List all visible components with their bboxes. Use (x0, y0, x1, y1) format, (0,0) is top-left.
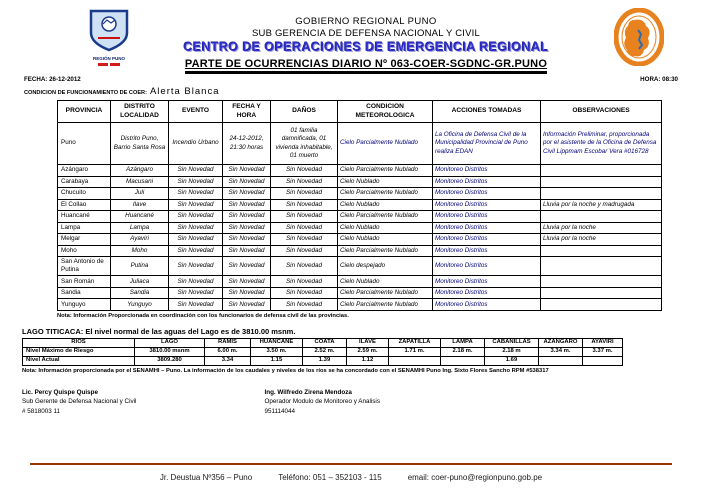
org-line-2: SUB GERENCIA DE DEFENSA NACIONAL Y CIVIL (252, 28, 480, 39)
cell-evento: Sin Novedad (169, 222, 223, 234)
cell-condicion: Cielo despejado (338, 257, 433, 276)
cell-distrito: Putina (111, 257, 169, 276)
condicion-row (0, 86, 702, 97)
lago-header-row (23, 338, 623, 347)
cell-provincia: Moho (58, 245, 111, 257)
lago-row-nivel-actual (23, 356, 623, 365)
cell-provincia: Puno (58, 123, 111, 165)
column-header-evento: EVENTO (169, 101, 223, 123)
lago-value: 1.39 (303, 356, 347, 365)
cell-danos: Sin Novedad (271, 165, 338, 177)
cell-observaciones (541, 257, 662, 276)
cell-acciones: Monitoreo Distritos (433, 165, 541, 177)
cell-acciones: Monitoreo Distritos (433, 245, 541, 257)
lago-column-zapatilla: ZAPATILLA (389, 338, 441, 347)
footer-divider (30, 463, 672, 465)
cell-observaciones: Lluvia por la noche (541, 222, 662, 234)
lago-value: 3810.00 msnm (135, 347, 205, 356)
lago-value (539, 356, 583, 365)
document-header (0, 0, 702, 72)
cell-provincia: Azángaro (58, 165, 111, 177)
cell-provincia: San Román (58, 276, 111, 288)
seal-oval-icon (614, 8, 664, 66)
cell-condicion: Cielo Parcialmente Nublado (338, 165, 433, 177)
lago-column-cabanillas: CABANILLAS (485, 338, 539, 347)
lago-row-label: Nivel Actual (23, 356, 135, 365)
cell-evento: Sin Novedad (169, 257, 223, 276)
cell-observaciones: Lluvia por la noche y madrugada (541, 199, 662, 211)
meta-row (0, 76, 702, 83)
cell-fecha: Sin Novedad (223, 245, 271, 257)
lago-value: 2.18 m (485, 347, 539, 356)
cell-fecha: Sin Novedad (223, 165, 271, 177)
lago-value: 1.15 (251, 356, 303, 365)
cell-observaciones (541, 211, 662, 223)
cell-acciones: Monitoreo Distritos (433, 188, 541, 200)
cell-observaciones (541, 299, 662, 311)
lago-value: 1.71 m. (389, 347, 441, 356)
signature-right (264, 388, 380, 416)
signature-right-name: Ing. Wilfredo Zirena Mendoza (264, 388, 352, 396)
cell-acciones: Monitoreo Distritos (433, 222, 541, 234)
signature-left-phone: # 5818003 11 (22, 407, 61, 415)
lago-value: 3.34 m. (539, 347, 583, 356)
column-header-distrito: DISTRITO LOCALIDAD (111, 101, 169, 123)
occurrence-row-chucuito (58, 188, 662, 200)
lago-column-ayaviri: AYAVIRI (583, 338, 623, 347)
cell-danos: Sin Novedad (271, 257, 338, 276)
lago-value: 3.50 m. (251, 347, 303, 356)
lago-value (389, 356, 441, 365)
cell-distrito: Sandia (111, 287, 169, 299)
cell-acciones: Monitoreo Distritos (433, 176, 541, 188)
cell-fecha: Sin Novedad (223, 199, 271, 211)
signature-right-role: Operador Modulo de Monitoreo y Analisis (264, 398, 380, 406)
lago-value: 3809.280 (135, 356, 205, 365)
hora-label: HORA: 08:30 (640, 76, 678, 83)
occurrence-row-carabaya (58, 176, 662, 188)
occurrence-row-el-collao (58, 199, 662, 211)
occurrences-table-header (58, 101, 662, 123)
lago-row-label: Nivel Máximo de Riesgo (23, 347, 135, 356)
cell-evento: Sin Novedad (169, 211, 223, 223)
crest-label: REGIÓN PUNO (92, 56, 125, 61)
cell-evento: Sin Novedad (169, 245, 223, 257)
lago-value: 3.37 m. (583, 347, 623, 356)
cell-evento: Sin Novedad (169, 287, 223, 299)
cell-provincia: Yunguyo (58, 299, 111, 311)
cell-fecha: 24-12-2012, 21:30 horas (223, 123, 271, 165)
gobierno-regional-seal-logo (614, 8, 664, 71)
cell-acciones: Monitoreo Distritos (433, 299, 541, 311)
cell-fecha: Sin Novedad (223, 222, 271, 234)
cell-distrito: Juli (111, 188, 169, 200)
footer-text (0, 473, 702, 482)
lago-table-body (23, 347, 623, 365)
cell-condicion: Cielo Parcialmente Nublado (338, 287, 433, 299)
cell-distrito: Lampa (111, 222, 169, 234)
column-header-acciones: ACCIONES TOMADAS (433, 101, 541, 123)
document-footer (0, 463, 702, 482)
condicion-value: Alerta Blanca (149, 86, 220, 97)
footer-phone: Teléfono: 051 – 352103 - 115 (278, 473, 382, 482)
signature-left (22, 388, 136, 416)
lago-column-lampa: LAMPA (441, 338, 485, 347)
document-title: PARTE DE OCURRENCIAS DIARIO Nº 063-COER-SGDNC-GR.PUNO (185, 58, 547, 74)
cell-danos: Sin Novedad (271, 287, 338, 299)
column-header-observaciones: OBSERVACIONES (541, 101, 662, 123)
cell-danos: 01 familia damnificada, 01 vivienda inhabitable, 01 muerto (271, 123, 338, 165)
cell-acciones: Monitoreo Distritos (433, 211, 541, 223)
lago-column-ramis: RAMIS (205, 338, 251, 347)
occurrence-row-huancané (58, 211, 662, 223)
cell-evento: Sin Novedad (169, 199, 223, 211)
lago-value: 1.69 (485, 356, 539, 365)
lago-column-rios: RIOS (23, 338, 135, 347)
cell-acciones: La Oficina de Defensa Civil de la Municipalidad Provincial de Puno realiza EDAN (433, 123, 541, 165)
cell-condicion: Cielo Parcialmente Nublado (338, 299, 433, 311)
cell-distrito: Azángaro (111, 165, 169, 177)
cell-provincia: Carabaya (58, 176, 111, 188)
cell-observaciones (541, 176, 662, 188)
cell-danos: Sin Novedad (271, 234, 338, 246)
cell-condicion: Cielo Nublado (338, 176, 433, 188)
cell-danos: Sin Novedad (271, 211, 338, 223)
cell-danos: Sin Novedad (271, 299, 338, 311)
footer-address: Jr. Deustua Nº356 – Puno (159, 473, 253, 482)
cell-distrito: Ilave (111, 199, 169, 211)
cell-provincia: Chucuito (58, 188, 111, 200)
lago-column-azangaro: AZANGARO (539, 338, 583, 347)
cell-condicion: Cielo Parcialmente Nublado (338, 211, 433, 223)
cell-evento: Sin Novedad (169, 165, 223, 177)
cell-distrito: Macusani (111, 176, 169, 188)
cell-provincia: El Collao (58, 199, 111, 211)
crest-shield-icon (88, 8, 130, 52)
cell-acciones: Monitoreo Distritos (433, 234, 541, 246)
cell-distrito: Moho (111, 245, 169, 257)
lago-value: 2.59 m. (347, 347, 389, 356)
cell-fecha: Sin Novedad (223, 287, 271, 299)
cell-evento: Sin Novedad (169, 299, 223, 311)
cell-danos: Sin Novedad (271, 245, 338, 257)
cell-fecha: Sin Novedad (223, 188, 271, 200)
cell-danos: Sin Novedad (271, 176, 338, 188)
cell-acciones: Monitoreo Distritos (433, 287, 541, 299)
occurrence-row-san-antonio-de-putina (58, 257, 662, 276)
occurrences-header-row (58, 101, 662, 123)
lago-row-nivel-máximo-de-riesgo (23, 347, 623, 356)
cell-condicion: Cielo Nublado (338, 222, 433, 234)
cell-provincia: Melgar (58, 234, 111, 246)
cell-danos: Sin Novedad (271, 276, 338, 288)
cell-observaciones (541, 188, 662, 200)
cell-observaciones (541, 245, 662, 257)
lago-column-huancane: HUANCANE (251, 338, 303, 347)
occurrence-row-moho (58, 245, 662, 257)
lago-titicaca-table (22, 338, 623, 366)
cell-distrito: Huancané (111, 211, 169, 223)
cell-fecha: Sin Novedad (223, 299, 271, 311)
cell-danos: Sin Novedad (271, 188, 338, 200)
occurrence-row-azángaro (58, 165, 662, 177)
cell-condicion: Cielo Parcialmente Nublado (338, 188, 433, 200)
org-line-3-wordart: CENTRO DE OPERACIONES DE EMERGENCIA REGIONAL (183, 40, 549, 54)
lago-value: 3.34 (205, 356, 251, 365)
cell-distrito: Distrito Puno, Barrio Santa Rosa (111, 123, 169, 165)
fecha-label: FECHA: 26-12-2012 (24, 76, 81, 83)
cell-fecha: Sin Novedad (223, 234, 271, 246)
signature-left-role: Sub Gerente de Defensa Nacional y Civil (22, 398, 137, 406)
cell-provincia: Sandia (58, 287, 111, 299)
cell-fecha: Sin Novedad (223, 211, 271, 223)
lago-value (583, 356, 623, 365)
cell-distrito: Ayaviri (111, 234, 169, 246)
column-header-condicion: CONDICION METEOROLOGICA (338, 101, 433, 123)
lago-value (441, 356, 485, 365)
cell-evento: Sin Novedad (169, 176, 223, 188)
cell-evento: Sin Novedad (169, 234, 223, 246)
cell-fecha: Sin Novedad (223, 257, 271, 276)
occurrence-row-san-román (58, 276, 662, 288)
occurrence-row-puno (58, 123, 662, 165)
occurrence-row-yunguyo (58, 299, 662, 311)
lago-value: 2.18 m. (441, 347, 485, 356)
cell-evento: Sin Novedad (169, 188, 223, 200)
cell-fecha: Sin Novedad (223, 176, 271, 188)
signatures-block (22, 388, 702, 416)
column-header-provincia: PROVINCIA (58, 101, 111, 123)
footer-email[interactable]: email: coer-puno@regionpuno.gob.pe (407, 473, 543, 482)
lago-column-coata: COATA (303, 338, 347, 347)
lago-value: 2.52 m. (303, 347, 347, 356)
cell-observaciones (541, 287, 662, 299)
nota-senamhi: Nota: Información proporcionada por el SENAMHI – Puno. La información de los caudales y niveles de los ríos se ha concordado con el SENAMHI Puno Ing. Sixto Flores Sancho RPM #538317 (22, 367, 549, 374)
header-title-block (140, 16, 592, 74)
cell-acciones: Monitoreo Distritos (433, 257, 541, 276)
cell-provincia: Huancané (58, 211, 111, 223)
condicion-label: CONDICION DE FUNCIONAMIENTO DE COER: (24, 90, 147, 96)
lago-table-header (23, 338, 623, 347)
org-line-1: GOBIERNO REGIONAL PUNO (295, 16, 437, 27)
cell-observaciones (541, 165, 662, 177)
lago-value: 6.00 m. (205, 347, 251, 356)
signature-left-name: Lic. Percy Quispe Quispe (22, 388, 98, 396)
column-header-danos: DAÑOS (271, 101, 338, 123)
cell-observaciones (541, 276, 662, 288)
lago-column-ilave: ILAVE (347, 338, 389, 347)
lago-titicaca-heading: LAGO TITICACA: El nivel normal de las aguas del Lago es de 3810.00 msnm. (22, 326, 296, 336)
cell-provincia: San Antonio de Putina (58, 257, 111, 276)
signature-right-phone: 951114044 (264, 407, 296, 415)
occurrence-row-lampa (58, 222, 662, 234)
cell-provincia: Lampa (58, 222, 111, 234)
column-header-fecha: FECHA Y HORA (223, 101, 271, 123)
cell-observaciones: Lluvia por la noche (541, 234, 662, 246)
crest-flag-bars (86, 63, 132, 66)
occurrence-row-melgar (58, 234, 662, 246)
cell-acciones: Monitoreo Distritos (433, 276, 541, 288)
cell-condicion: Cielo Parcialmente Nublado (338, 245, 433, 257)
cell-condicion: Cielo Parcialmente Nublado (338, 123, 433, 165)
cell-condicion: Cielo Nublado (338, 234, 433, 246)
occurrences-table (57, 100, 662, 311)
cell-distrito: Juliaca (111, 276, 169, 288)
cell-danos: Sin Novedad (271, 222, 338, 234)
nota-provincias: Nota: Información Proporcionada en coordinación con los funcionarios de defensa civil de las provincias. (57, 312, 349, 319)
occurrence-row-sandia (58, 287, 662, 299)
region-puno-crest-logo (86, 8, 132, 66)
occurrences-table-body (58, 123, 662, 311)
cell-evento: Incendio Urbano (169, 123, 223, 165)
cell-distrito: Yunguyo (111, 299, 169, 311)
cell-condicion: Cielo Nublado (338, 199, 433, 211)
cell-observaciones: Información Preliminar, proporcionada por el asistente de la Oficina de Defensa Civil Lippmam Escobar Vera #016728 (541, 123, 662, 165)
cell-acciones: Monitoreo Distritos (433, 199, 541, 211)
cell-evento: Sin Novedad (169, 276, 223, 288)
lago-value: 1.12 (347, 356, 389, 365)
cell-danos: Sin Novedad (271, 199, 338, 211)
lago-column-lago: LAGO (135, 338, 205, 347)
cell-fecha: Sin Novedad (223, 276, 271, 288)
cell-condicion: Cielo Nublado (338, 276, 433, 288)
